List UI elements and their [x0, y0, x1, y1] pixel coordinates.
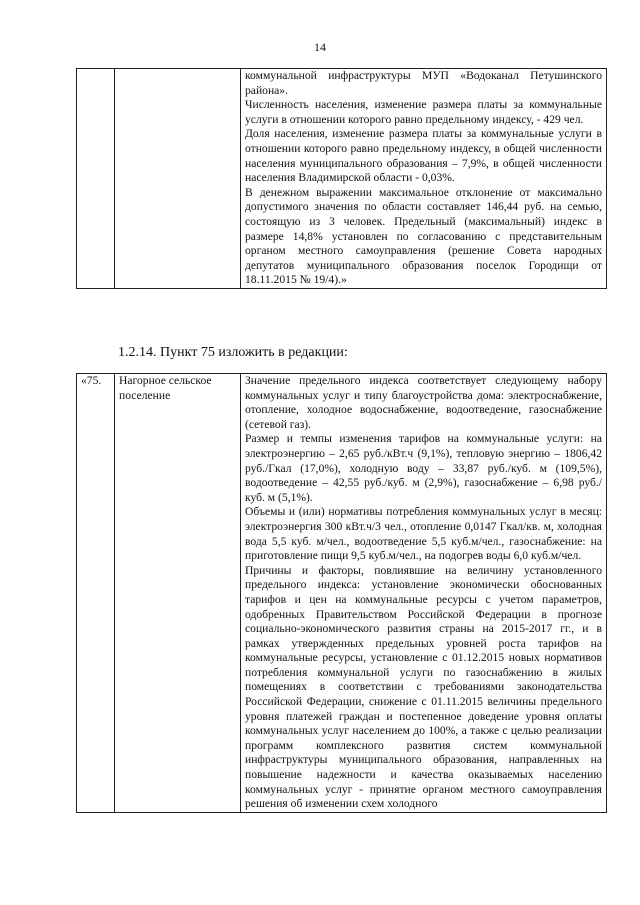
table-row: [77, 69, 607, 289]
cell-name: [115, 69, 241, 289]
cell-description: [241, 374, 607, 813]
cell-number: [77, 69, 115, 289]
table-item-75: [76, 373, 607, 813]
paragraph: Размер и темпы изменения тарифов на коммунальные услуги: на электроэнергию – 2,65 руб./кВт.ч (9,1%), тепловую энергию – 1806,42 руб./Гкал (17,0%), холодную воду – 33,87 руб./куб. м (109,5%), водоотведение – 42,55 руб./куб. м (2,9%), газоснабжение – 6,98 руб./куб. м (5,1%).: [245, 432, 602, 504]
paragraph: Значение предельного индекса соответствует следующему набору коммунальных услуг и типу благоустройства дома: электроснабжение, отопление, холодное водоснабжение, водоотведение, газоснабжение (сетевой газ).: [245, 374, 602, 431]
paragraph: Доля населения, изменение размера платы за коммунальные услуги в отношении которого равно предельному индексу, в общей численности населения муниципального образования – 7,9%, в общей численности населения Владимирской области - 0,03%.: [245, 127, 602, 185]
paragraph: В денежном выражении максимальное отклонение от максимально допустимого значения по области составляет 146,44 руб. на семью, состоящую из 3 человек. Предельный (максимальный) индекс в размере 14,8% установлен по согласованию с представительным органом местного самоуправления (решение Совета народных депутатов муниципального образования поселок Городищи от 18.11.2015 № 19/4).»: [245, 185, 602, 287]
settlement-name: Нагорное сельское поселение: [119, 374, 212, 402]
table-row: [77, 374, 607, 813]
cell-name: [115, 374, 241, 813]
page-number: 14: [314, 40, 326, 54]
paragraph: Численность населения, изменение размера платы за коммунальные услуги в отношении которого равно предельному индексу, - 429 чел.: [245, 98, 602, 126]
cell-number: [77, 374, 115, 813]
paragraph: Объемы и (или) нормативы потребления коммунальных услуг в месяц: электроэнергия 300 кВт.ч/3 чел., отопление 0,0147 Гкал/кв. м, холодная вода 5,5 куб. м/чел., водоотведение 5,5 куб.м/чел., газоснабжение: на приготовление пищи 9,5 куб.м/чел., на подогрев воды 6,0 куб.м/чел.: [245, 505, 602, 563]
cell-description: [241, 69, 607, 289]
item-number: «75.: [81, 374, 102, 387]
table-continuation: [76, 68, 607, 289]
section-heading: 1.2.14. Пункт 75 изложить в редакции:: [118, 345, 348, 360]
paragraph: коммунальной инфраструктуры МУП «Водоканал Петушинского района».: [245, 69, 602, 97]
paragraph: Причины и факторы, повлиявшие на величину установленного предельного индекса: установление экономически обоснованных тарифов и цен на коммунальные ресурсы с учетом параметров, одобренных Правительством Российской Федерации в прогнозе социально-экономического развития страны на 2015-2017 гг., и в рамках утвержденных предельных уровней роста тарифов на коммунальные ресурсы, установление с 01.12.2015 новых нормативов потребления коммунальной услуги по газоснабжению в жилых помещениях в соответствии с требованиями законодательства Российской Федерации, снижение с 01.11.2015 величины предельного уровня платежей граждан и постепенное доведение уровня оплаты коммунальных услуг населением до 100%, а также с целью реализации программ комплексного развития систем коммунальной инфраструктуры муниципального образования, направленных на повышение надежности и качества оказываемых населению коммунальных услуг - принятие органом местного самоуправления решения об изменении схем холодного: [245, 563, 602, 811]
